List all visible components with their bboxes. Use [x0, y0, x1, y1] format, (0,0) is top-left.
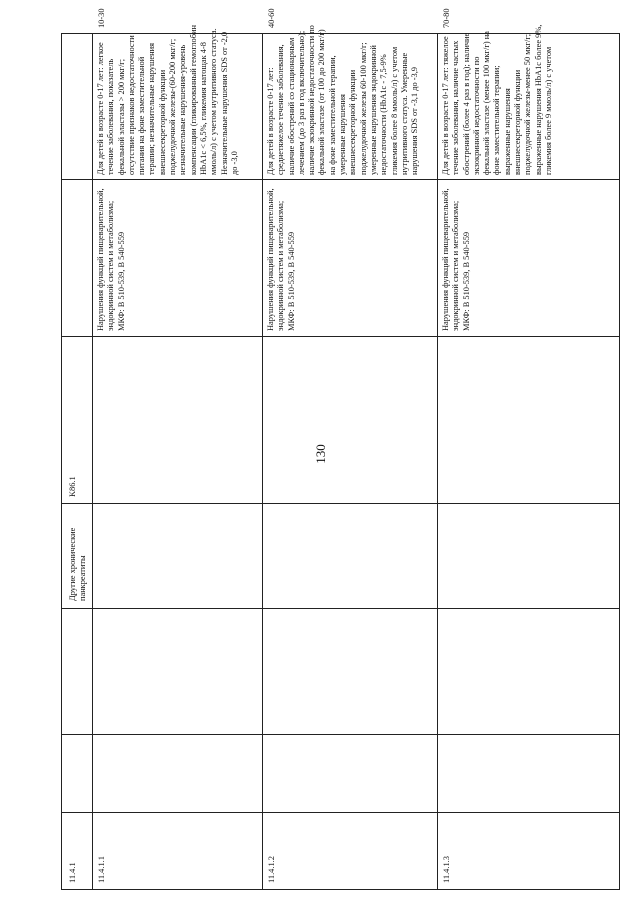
- table-col-divider: [92, 34, 93, 889]
- table-row-divider: [62, 503, 619, 504]
- row-dysfunction: Нарушения функций пищеварительной, эндокринной систем и метаболизма; МКФ: В 510-539, В 540-559: [96, 188, 126, 331]
- row-dysfunction: Нарушения функций пищеварительной, эндокринной систем и метаболизма; МКФ: В 510-539, В 540-559: [441, 188, 471, 331]
- row-code: 11.4.1.1: [97, 856, 106, 883]
- table-row-divider: [62, 608, 619, 609]
- table-col-divider: [262, 34, 263, 889]
- row-percent: 10-30: [97, 8, 106, 28]
- row-code: 11.4.1.3: [442, 856, 451, 883]
- table-row-divider: [62, 734, 619, 735]
- row-dysfunction: Нарушения функций пищеварительной, эндокринной систем и метаболизма; МКФ: В 510-539, В 540-559: [266, 188, 296, 331]
- row-code: 11.4.1.2: [267, 856, 276, 883]
- table-row-divider: [62, 336, 619, 337]
- header-code: 11.4.1: [68, 862, 77, 883]
- header-icd: K86.1: [68, 476, 77, 497]
- criteria-table: [61, 8, 620, 890]
- row-criteria: Для детей в возрасте 0-17 лет: тяжелое течение заболевания, наличие частых обострений (более 4 раз в год); наличие экзокринной недостаточности по фекальной эластазе (менее 100 мкг/г) на фоне заместительной терапии; выраженные нарушения внешнесекреторной функции поджелудочной железы-менее 50 мкг/г; выраженные нарушения HbA1c более 9%, гликемия более 9 ммоль/л) с учетом: [441, 24, 553, 175]
- row-criteria: Для детей в возрасте 0-17 лет: среднетяжелое течение заболевания, наличие обострений со стационарным лечением (до 3 раз в год включительно); наличие экзокринной недостаточности по фекальной эластазе (от 100 до 200 мкг/г) на фоне заместительной терапии, умеренные нарушения внешнесекреторной функции поджелудочной железы 60-100 мкг/г; умеренные нарушения эндокринной недостаточности (HbA1c - 7,5-9% гликемия более 8 ммоль/л) с учетом нутритивного статуса. Умеренные нарушения SDS от -3,1 до -3,9: [266, 25, 420, 175]
- row-percent: 40-60: [267, 8, 276, 28]
- row-percent: 70-80: [442, 8, 451, 28]
- row-criteria: Для детей в возрасте 0-17 лет: легкое течение заболевания, показатель фекальной эластазы > 200 мкг/г; отсутствие признаков недостаточности питания на фоне заместительной терапии; незначительные нарушения внешнесекреторной функции поджелудочной железы-(60-200 мкг/г; незначительные нарушения-уровень компенсации (гликированный гемоглобин HbA1c < 6,5%, гликемия натощак 4-8 ммоль/л) с учетом нутритивного статуса. Незначительные нарушения SDS от -2,0 до -3,0: [96, 25, 239, 175]
- page-number: 130: [313, 444, 328, 464]
- table-col-divider: [437, 34, 438, 889]
- header-disease-name: Другие хронические панкреатиты: [68, 527, 88, 601]
